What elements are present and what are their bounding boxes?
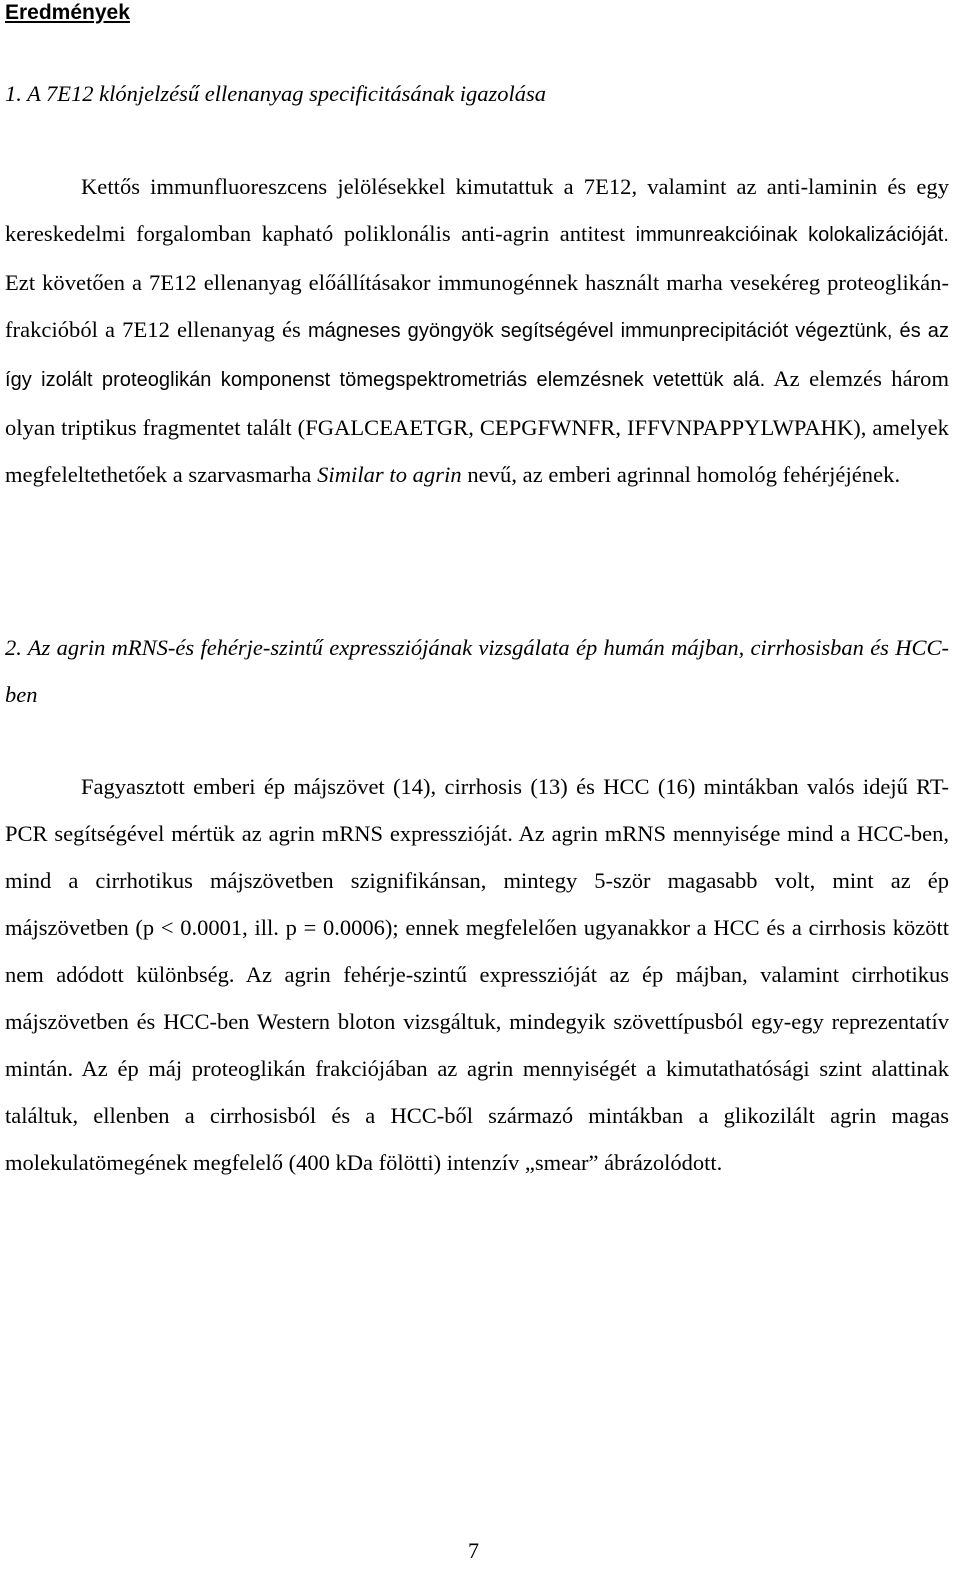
page-heading: Eredmények bbox=[5, 1, 130, 24]
section-2-title: 2. Az agrin mRNS-és fehérje-szintű expressziójának vizsgálata ép humán májban, cirrhosisban és HCC-ben bbox=[5, 635, 949, 707]
section-1-text-g: nevű, az emberi agrinnal homológ fehérjéjének. bbox=[461, 462, 901, 487]
section-1-text-b: immunreakcióinak kolokalizációját. bbox=[635, 224, 949, 246]
section-1-text-italic: Similar to agrin bbox=[317, 462, 462, 487]
section-2-paragraph: Fagyasztott emberi ép májszövet (14), cirrhosis (13) és HCC (16) mintákban valós idejű RT-PCR segítségével mértük az agrin mRNS expresszióját. Az agrin mRNS mennyisége mind a HCC-ben, mind a cirrhotikus májszövetben szignifikánsan, mintegy 5-ször magasabb volt, mint az ép májszövetben (p < 0.0001, ill. p = 0.0006); ennek megfelelően ugyanakkor a HCC és a cirrhosis között nem adódott különbség. Az agrin fehérje-szintű expresszióját az ép májban, valamint cirrhotikus májszövetben és HCC-ben Western bloton vizsgáltuk, mindegyik szövettípusból egy-egy reprezentatív mintán. Az ép máj proteoglikán frakciójában az agrin mennyiségét a kimutathatósági szint alattinak találtuk, ellenben a cirrhosisból és a HCC-ből származó mintákban a glikozilált agrin magas molekulatömegének megfelelő (400 kDa fölötti) intenzív „smear” ábrázolódott. bbox=[5, 774, 949, 1175]
section-1-text-d: mágneses gyöngyök segítségével immunprecipitációt végeztünk, és az így izolált proteoglikán komponenst tömegspektrometriás elemzésnek vetettük alá. bbox=[5, 320, 949, 391]
section-1-text-a: Kettős immunfluoreszcens jelölésekkel kimutattuk a 7E12, valamint az anti-laminin és egy kereskedelmi forgalomban kapható poliklonális anti-agrin antitest bbox=[5, 174, 949, 246]
section-1-text-e: Az elemzés három olyan triptikus fragmentet talált (FGALCEAETGR, CEPGFWNFR, IFFVNPAPPYLWPAHK), amelyek megfeleltethetőek a szarvasmarha bbox=[5, 366, 949, 487]
section-1-title: 1. A 7E12 klónjelzésű ellenanyag specificitásának igazolása bbox=[5, 81, 546, 106]
section-1-text-c: Ezt követően a 7E12 ellenanyag előállításakor immunogénnek használt marha vesekéreg proteoglikán-frakcióból a 7E12 ellenanyag és bbox=[5, 270, 949, 342]
page-number: 7 bbox=[468, 1538, 479, 1563]
section-1-paragraph bbox=[5, 163, 949, 498]
